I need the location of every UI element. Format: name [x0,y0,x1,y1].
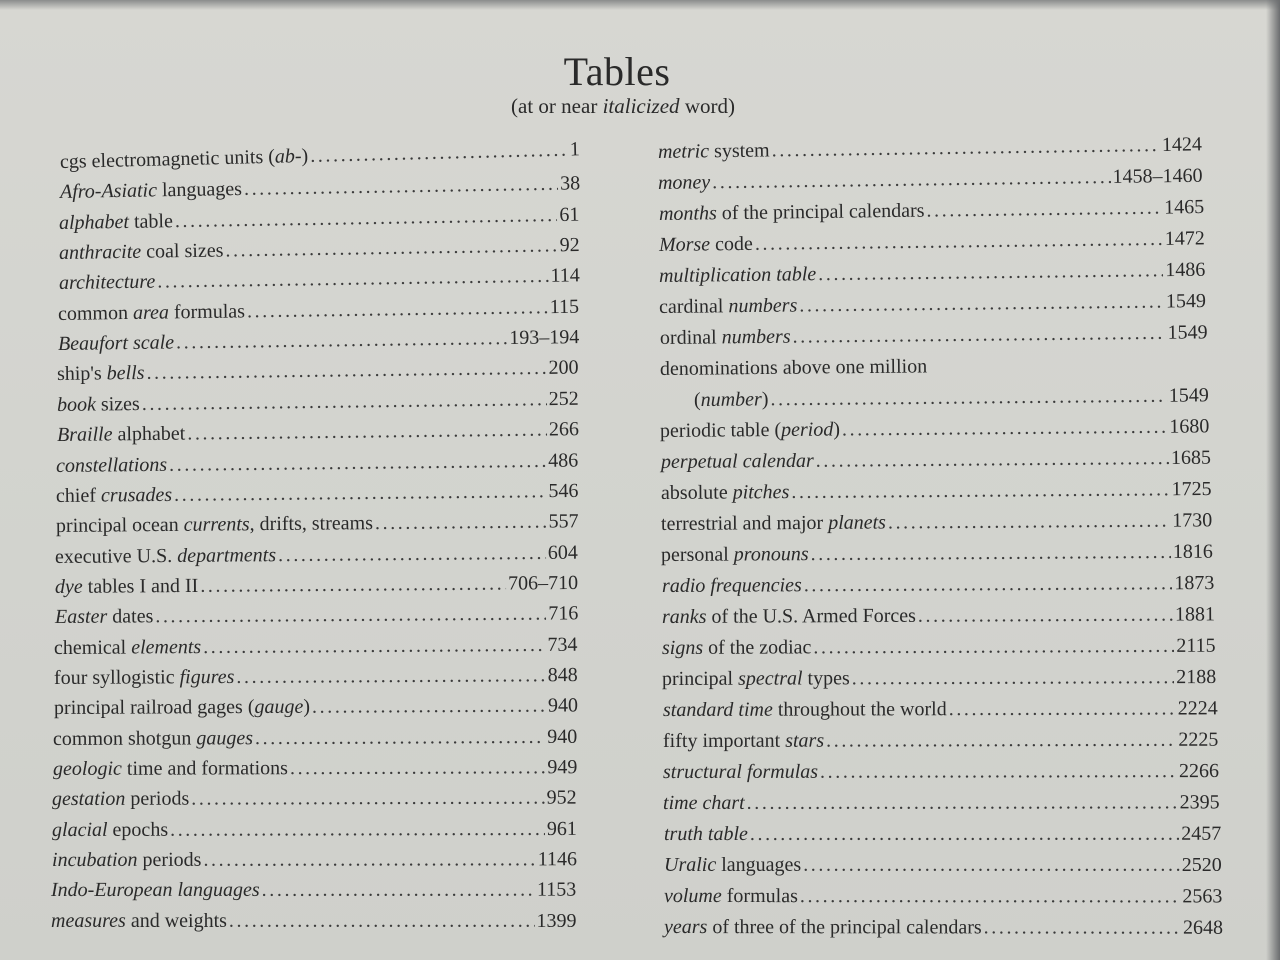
entry-page-number: 1465 [1163,196,1204,219]
entry-text: types [802,667,851,690]
entry-keyword: multiplication table [658,263,817,287]
entry-page-number: 1881 [1174,603,1215,626]
entry-page-number: 2395 [1179,791,1220,814]
entry-page-number: 1549 [1166,290,1207,313]
entry-page-number: 848 [547,664,578,687]
entry-label [663,729,824,753]
index-entry [661,540,1213,567]
entry-keyword: numbers [721,325,791,349]
entry-label [658,170,711,195]
entry-label [660,354,927,381]
index-entry [664,884,1222,908]
entry-page-number: 2115 [1176,634,1216,657]
subtitle-pre: (at or near [511,94,603,118]
entry-keyword: elements [131,635,202,659]
entry-page-number: 61 [559,203,580,226]
index-entry [664,915,1223,940]
index-entry [659,289,1206,319]
entry-label [662,604,916,629]
entry-page-number: 1472 [1164,227,1205,250]
entry-keyword: area [133,301,170,324]
entry-text: , drifts, streams [249,512,373,536]
entry-keyword: pitches [732,481,790,504]
entry-label [663,791,745,815]
index-entry [662,634,1216,660]
entry-keyword: signs [661,636,704,659]
entry-page-number: 604 [548,541,579,564]
entry-page-number: 546 [548,479,579,503]
entry-keyword: bells [107,362,146,385]
index-entry [658,195,1203,226]
entry-text: terrestrial and major [660,511,829,535]
entry-page-number: 115 [549,295,580,318]
entry-text: table [129,209,174,233]
entry-page-number: 92 [559,234,580,257]
dot-leader [842,415,1168,442]
entry-page-number: 38 [559,172,580,195]
entry-page-number: 486 [548,449,579,472]
entry-keyword: Easter [54,605,107,629]
entry-keyword: ranks [661,605,707,628]
entry-text: tables I and II [82,574,199,598]
entry-keyword: money [658,171,711,194]
entry-keyword: standard time [662,698,773,721]
dot-leader [803,571,1172,597]
dot-leader [888,509,1170,535]
entry-label [658,138,770,164]
dot-leader [826,728,1176,753]
entry-text: ) [301,144,309,168]
entry-text: formulas [721,885,798,908]
index-entry [663,759,1219,784]
entry-keyword: Indo-European languages [51,879,261,902]
entry-text: time and formations [121,757,288,780]
entry-keyword: stars [784,729,824,752]
index-entry [661,477,1212,505]
entry-keyword: years [664,916,708,939]
entry-label [661,511,886,536]
entry-page-number: 1549 [1168,384,1209,407]
entry-text: principal [662,667,739,690]
entry-page-number: 1486 [1165,258,1206,282]
entry-keyword: measures [51,909,126,932]
dot-leader [811,540,1171,566]
entry-label [660,417,840,443]
entry-keyword: ab- [274,145,302,168]
entry-page-number: 2225 [1178,728,1219,751]
entry-keyword: Afro-Asiatic [59,179,157,204]
entry-page-number: 2266 [1178,760,1220,783]
entry-label [663,760,818,784]
entry-text: epochs [107,818,169,841]
entry-page-number: 193–194 [508,326,580,350]
entry-label [658,199,924,226]
entry-text: periods [137,848,202,871]
entry-page-number: 2563 [1182,885,1223,908]
entry-text: periodic table ( [660,418,782,442]
entry-page-number: 1680 [1169,415,1210,438]
index-entry [663,790,1220,815]
entry-keyword: planets [828,511,887,534]
entry-text: chief [55,484,102,507]
entry-text: principal ocean [55,514,184,538]
entry-text: of the U.S. Armed Forces [706,604,916,628]
entry-page-number: 1424 [1161,133,1203,156]
entry-page-number: 2224 [1177,697,1218,720]
entry-label [661,480,789,505]
dot-leader [754,227,1162,256]
entry-text: languages [715,854,801,877]
entry-text: principal railroad gages ( [53,696,255,720]
entry-keyword: numbers [728,294,798,318]
entry-page-number: 1153 [537,879,577,902]
entry-page-number: 266 [548,418,579,441]
entry-label [659,262,816,288]
entry-keyword: anthracite [58,240,142,265]
dot-leader [926,196,1162,223]
entry-page-number: 1725 [1171,478,1212,501]
entry-keyword: departments [177,543,277,567]
entry-keyword: alphabet [59,210,130,234]
index-entry [659,258,1206,288]
dot-leader [818,258,1163,286]
entry-text: alphabet [112,422,186,446]
entry-text: common [58,301,134,325]
entry-keyword: spectral [738,667,803,690]
entry-keyword: glacial [52,818,108,841]
entry-keyword: volume [663,885,722,908]
entry-keyword: geologic [52,757,122,780]
entry-text: cgs electromagnetic units ( [59,145,276,173]
entry-page-number: 1458–1460 [1112,164,1203,188]
entry-label [661,573,801,598]
entry-page-number: 1730 [1172,509,1213,532]
entry-page-number: 1549 [1166,321,1208,344]
entry-text: of the zodiac [703,636,812,659]
dot-leader [815,446,1168,473]
dot-leader [820,759,1177,784]
entry-text: formulas [168,300,246,324]
entry-text: of the principal calendars [716,199,925,225]
entry-keyword: figures [179,665,235,689]
index-entry [660,414,1210,443]
entry-text: languages [156,178,242,202]
entry-text: common shotgun [53,727,197,750]
entry-keyword: gauges [196,726,254,750]
index-entry [694,383,1209,412]
entry-page-number: 557 [548,510,579,533]
entry-text: executive U.S. [55,544,178,568]
entry-text: dates [106,605,153,628]
entry-keyword: gauge [253,696,303,719]
entry-text: code [709,232,753,256]
entry-page-number: 1685 [1170,446,1211,469]
entry-text: four syllogistic [53,666,180,689]
entry-keyword: number [700,388,762,411]
entry-page-number: 1399 [536,909,577,932]
entry-text: personal [661,543,735,566]
entry-page-number: 2648 [1183,916,1224,939]
entry-page-number: 1873 [1173,572,1214,595]
entry-page-number: 734 [547,633,578,656]
dot-leader [800,884,1181,908]
dot-leader [792,321,1165,349]
index-entry [661,571,1214,598]
page-title: Tables [563,49,671,94]
entry-page-number: 940 [547,694,578,717]
index-entry [658,132,1202,164]
entry-text: system [708,139,770,163]
entry-text: of three of the principal calendars [707,916,982,939]
entry-label [659,325,790,350]
entry-keyword: time chart [663,791,745,814]
entry-text: and weights [125,909,227,932]
entry-page-number: 114 [549,264,580,288]
index-entry [664,853,1222,877]
entry-label [664,884,798,908]
entry-page-number: 952 [547,786,578,809]
entry-label [659,232,753,257]
entry-text: absolute [660,481,733,504]
entry-keyword: months [658,202,717,225]
entry-page-number: 2457 [1180,822,1221,845]
entry-page-number: 200 [548,356,580,380]
entry-text: cardinal [659,295,729,318]
entry-page-number: 716 [547,602,578,625]
entry-page-number: 2188 [1176,666,1217,689]
dot-leader [813,634,1174,660]
entry-text: ordinal [659,326,722,349]
entry-label [694,387,769,412]
entry-page-number: 1816 [1172,540,1214,563]
entry-page-number: 706–710 [507,571,579,595]
entry-page-number: 1 [569,138,581,161]
entry-keyword: Braille [56,423,113,447]
entry-label [664,853,801,877]
entry-label [662,666,850,691]
entry-label [663,822,747,846]
entry-page-number: 961 [546,817,577,840]
index-entry [662,696,1217,722]
entry-label [661,542,809,567]
entry-text: denominations above one million [659,355,928,380]
entry-page-number: 949 [547,756,578,779]
entry-text: fifty important [662,729,785,752]
entry-page-number: 252 [548,387,579,410]
entry-keyword: Uralic [663,854,716,877]
dot-leader [771,133,1160,162]
index-entry [663,728,1218,753]
entry-keyword: pronouns [733,543,809,566]
index-entry [662,665,1216,691]
subtitle-italic: italicized [602,94,680,118]
index-entry [662,602,1215,629]
entry-text: periods [125,787,190,811]
dot-leader [712,165,1111,194]
index-entry [661,508,1212,536]
index-entry [659,226,1205,257]
entry-keyword: crusades [100,483,173,507]
entry-text: ship's [57,362,108,386]
entry-keyword: incubation [51,848,138,872]
entry-label [664,915,982,939]
dot-leader [984,915,1181,939]
index-entry [663,822,1220,846]
dot-leader [747,790,1178,814]
entry-text: ) [302,696,310,719]
entry-keyword: Morse [658,233,710,256]
index-entry [660,446,1210,474]
dot-leader [918,603,1173,628]
dot-leader [749,822,1178,846]
entry-keyword: book [56,393,97,416]
dot-leader [852,665,1175,690]
entry-keyword: perpetual calendar [660,449,814,473]
entry-text: ) [833,418,841,441]
entry-keyword: constellations [56,453,168,477]
entry-label [662,635,812,660]
entry-keyword: metric [657,140,710,163]
entry-label [659,293,798,319]
entry-page-number: 2520 [1181,854,1222,877]
index-entry [659,320,1207,350]
dot-leader [948,696,1175,721]
dot-leader [803,853,1180,877]
entry-keyword: radio frequencies [661,574,802,597]
dot-leader [799,289,1164,317]
entry-keyword: gestation [52,788,126,811]
entry-text: chemical [54,636,132,659]
entry-keyword: Beaufort scale [57,331,175,356]
entry-text: coal sizes [140,239,224,263]
entry-keyword: currents [183,513,250,537]
entry-keyword: architecture [58,270,155,295]
entry-label [662,697,946,722]
entry-keyword: period [781,418,834,441]
dot-leader [770,384,1167,412]
entry-text: ( [693,388,701,411]
entry-page-number: 1146 [537,848,577,871]
entry-text: sizes [95,392,141,416]
entry-page-number: 940 [547,725,578,748]
entry-keyword: truth table [663,822,748,845]
subtitle-post: word) [679,94,735,118]
dot-leader [791,477,1169,504]
entry-label [660,449,813,474]
entry-text: throughout the world [772,698,947,721]
index-entry [660,352,1208,381]
entry-keyword: structural formulas [662,760,819,783]
index-entry [658,164,1203,195]
entry-text: ) [761,388,769,411]
entry-keyword: dye [54,575,83,598]
